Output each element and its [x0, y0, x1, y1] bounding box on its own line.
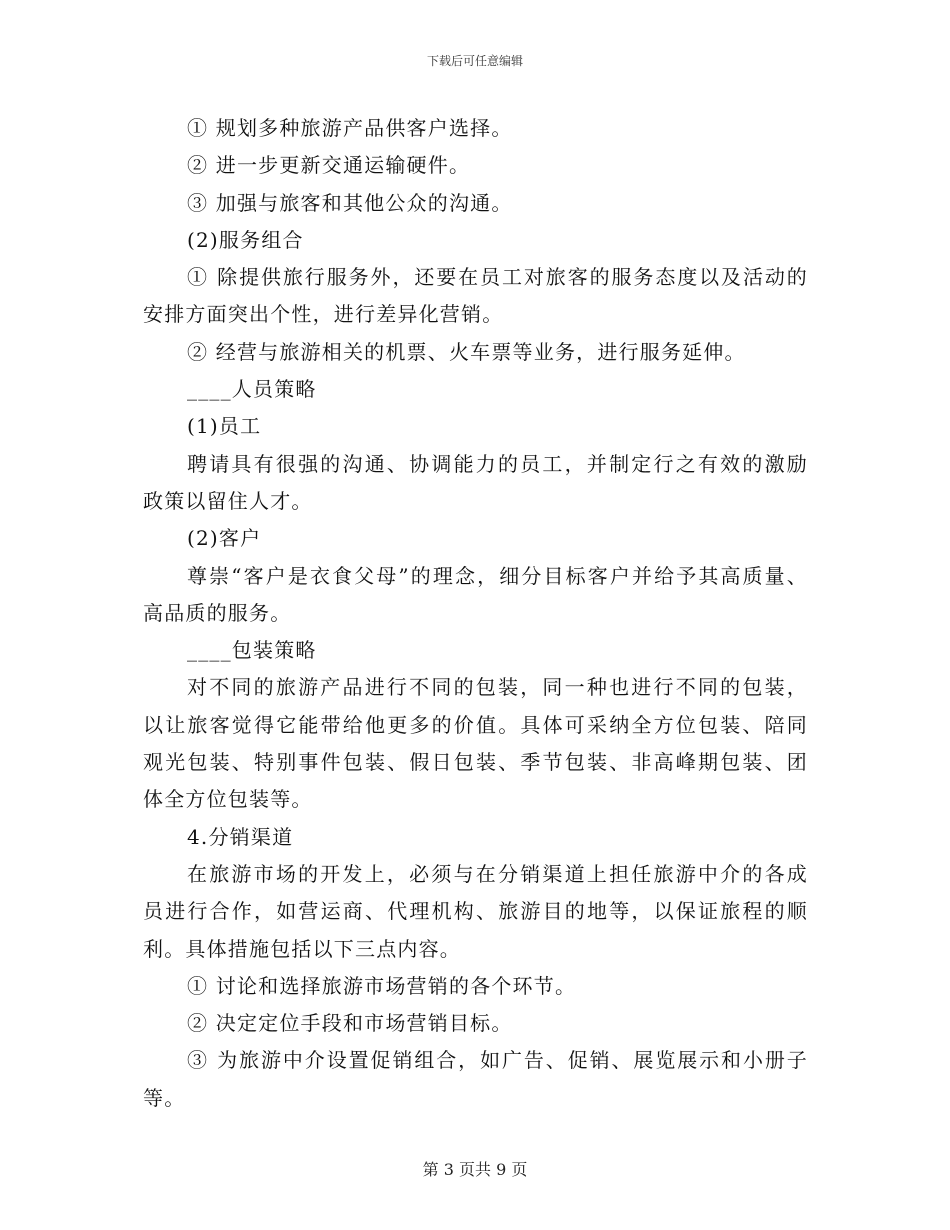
text-line: 4.分销渠道 [187, 824, 294, 849]
text-line: 安排方面突出个性，进行差异化营销。 [143, 302, 504, 327]
text-line: 以让旅客觉得它能带给他更多的价值。具体可采纳全方位包装、陪同 [143, 712, 808, 737]
text-line: 对不同的旅游产品进行不同的包装，同一种也进行不同的包装， [187, 675, 808, 700]
text-line: 体全方位包装等。 [143, 787, 313, 812]
text-line: ① 讨论和选择旅游市场营销的各个环节。 [187, 973, 577, 998]
text-line: ③ 为旅游中介设置促销组合，如广告、促销、展览展示和小册子 [187, 1048, 808, 1073]
text-line: 在旅游市场的开发上，必须与在分销渠道上担任旅游中介的各成 [187, 861, 808, 886]
text-line: ② 决定定位手段和市场营销目标。 [187, 1011, 513, 1036]
text-line: (1)员工 [187, 414, 262, 439]
text-line: 等。 [143, 1085, 186, 1110]
text-line: 员进行合作，如营运商、代理机构、旅游目的地等，以保证旅程的顺 [143, 899, 808, 924]
text-line: 聘请具有很强的沟通、协调能力的员工，并制定行之有效的激励 [187, 451, 808, 476]
text-line: 政策以留住人才。 [143, 488, 313, 513]
text-line: 观光包装、特别事件包装、假日包装、季节包装、非高峰期包装、团 [143, 750, 808, 775]
text-line: ____包装策略 [187, 638, 317, 663]
text-line: ① 规划多种旅游产品供客户选择。 [187, 116, 513, 140]
text-line: ② 进一步更新交通运输硬件。 [187, 153, 471, 178]
text-line: 高品质的服务。 [143, 600, 292, 625]
text-line: 利。具体措施包括以下三点内容。 [143, 936, 461, 961]
document-body [143, 110, 808, 1117]
text-line: 尊崇“客户是衣食父母”的理念，细分目标客户并给予其高质量、 [187, 563, 808, 588]
page-header: 下载后可任意编辑 [426, 54, 523, 68]
text-line: ① 除提供旅行服务外，还要在员工对旅客的服务态度以及活动的 [187, 265, 808, 290]
text-line: ③ 加强与旅客和其他公众的沟通。 [187, 190, 513, 215]
text-line: ② 经营与旅游相关的机票、火车票等业务，进行服务延伸。 [187, 339, 746, 364]
text-line: (2)服务组合 [187, 227, 304, 252]
text-line: ____人员策略 [187, 377, 317, 402]
page-footer: 第 3 页共 9 页 [422, 1160, 528, 1179]
text-line: (2)客户 [187, 526, 262, 551]
